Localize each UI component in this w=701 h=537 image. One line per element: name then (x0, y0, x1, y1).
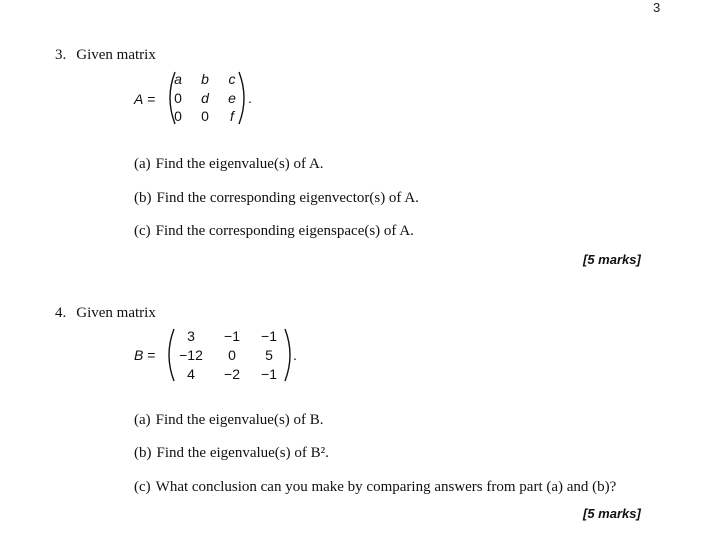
question-3-number: 3. (55, 47, 67, 63)
question-4-part-a (134, 412, 324, 429)
matrix-a-cell-r2c2: d (201, 90, 209, 106)
matrix-a-lhs (134, 91, 155, 107)
question-4-part-c-text: What conclusion can you make by comparing answers from part (a) and (b)? (155, 479, 617, 495)
matrix-b-cell-r1c2: −1 (224, 328, 240, 344)
matrix-a-cell-r1c2: b (201, 71, 209, 87)
question-4-heading (55, 305, 156, 322)
matrix-b-period: . (293, 347, 297, 363)
question-3-part-c (134, 223, 414, 240)
question-4-part-a-label: (a) (134, 412, 151, 428)
matrix-b-cell-r3c1: 4 (187, 366, 195, 382)
question-3-part-b-label: (b) (134, 190, 152, 206)
question-3-marks: [5 marks] (583, 252, 641, 267)
matrix-b-lhs (134, 347, 155, 363)
question-4-part-c-label: (c) (134, 479, 151, 495)
question-4-part-a-text: Find the eigenvalue(s) of B. (155, 412, 324, 428)
matrix-a-cell-r3c1: 0 (174, 108, 182, 124)
question-3-part-a (134, 156, 324, 173)
matrix-a-cell-r3c3: f (230, 108, 234, 124)
matrix-b-cell-r3c3: −1 (261, 366, 277, 382)
matrix-b-cell-r3c2: −2 (224, 366, 240, 382)
matrix-a-name: A (134, 91, 144, 107)
page-number: 3 (653, 0, 661, 15)
matrix-a-cell-r3c2: 0 (201, 108, 209, 124)
question-4-number: 4. (55, 305, 67, 321)
question-4-heading-text: Given matrix (76, 305, 156, 321)
matrix-b-cell-r1c3: −1 (261, 328, 277, 344)
matrix-b-name: B (134, 347, 144, 363)
matrix-a-cell-r1c1: a (174, 71, 182, 87)
question-3-part-c-label: (c) (134, 223, 151, 239)
question-4-part-b-label: (b) (134, 445, 152, 461)
question-4-marks: [5 marks] (583, 506, 641, 521)
matrix-b-cell-r2c3: 5 (265, 347, 273, 363)
matrix-a-period: . (248, 90, 252, 106)
matrix-a-cell-r2c3: e (228, 90, 236, 106)
matrix-a-cell-r1c3: c (228, 71, 236, 87)
question-3-heading-text: Given matrix (76, 47, 156, 63)
matrix-b-cell-r2c1: −12 (179, 347, 203, 363)
matrix-a-cell-r2c1: 0 (174, 90, 182, 106)
question-4-part-c (134, 479, 616, 496)
equals-sign: = (147, 91, 156, 107)
question-4-part-b-text: Find the eigenvalue(s) of B². (156, 445, 329, 461)
question-3-part-a-label: (a) (134, 156, 151, 172)
matrix-b-cell-r2c2: 0 (228, 347, 236, 363)
question-3-part-b (134, 190, 419, 207)
equals-sign: = (147, 347, 156, 363)
question-3-part-c-text: Find the corresponding eigenspace(s) of A. (155, 223, 414, 239)
question-3-part-b-text: Find the corresponding eigenvector(s) of A. (156, 190, 419, 206)
matrix-b-cell-r1c1: 3 (187, 328, 195, 344)
question-3-part-a-text: Find the eigenvalue(s) of A. (155, 156, 324, 172)
question-4-part-b (134, 445, 329, 462)
question-3-heading (55, 47, 156, 64)
